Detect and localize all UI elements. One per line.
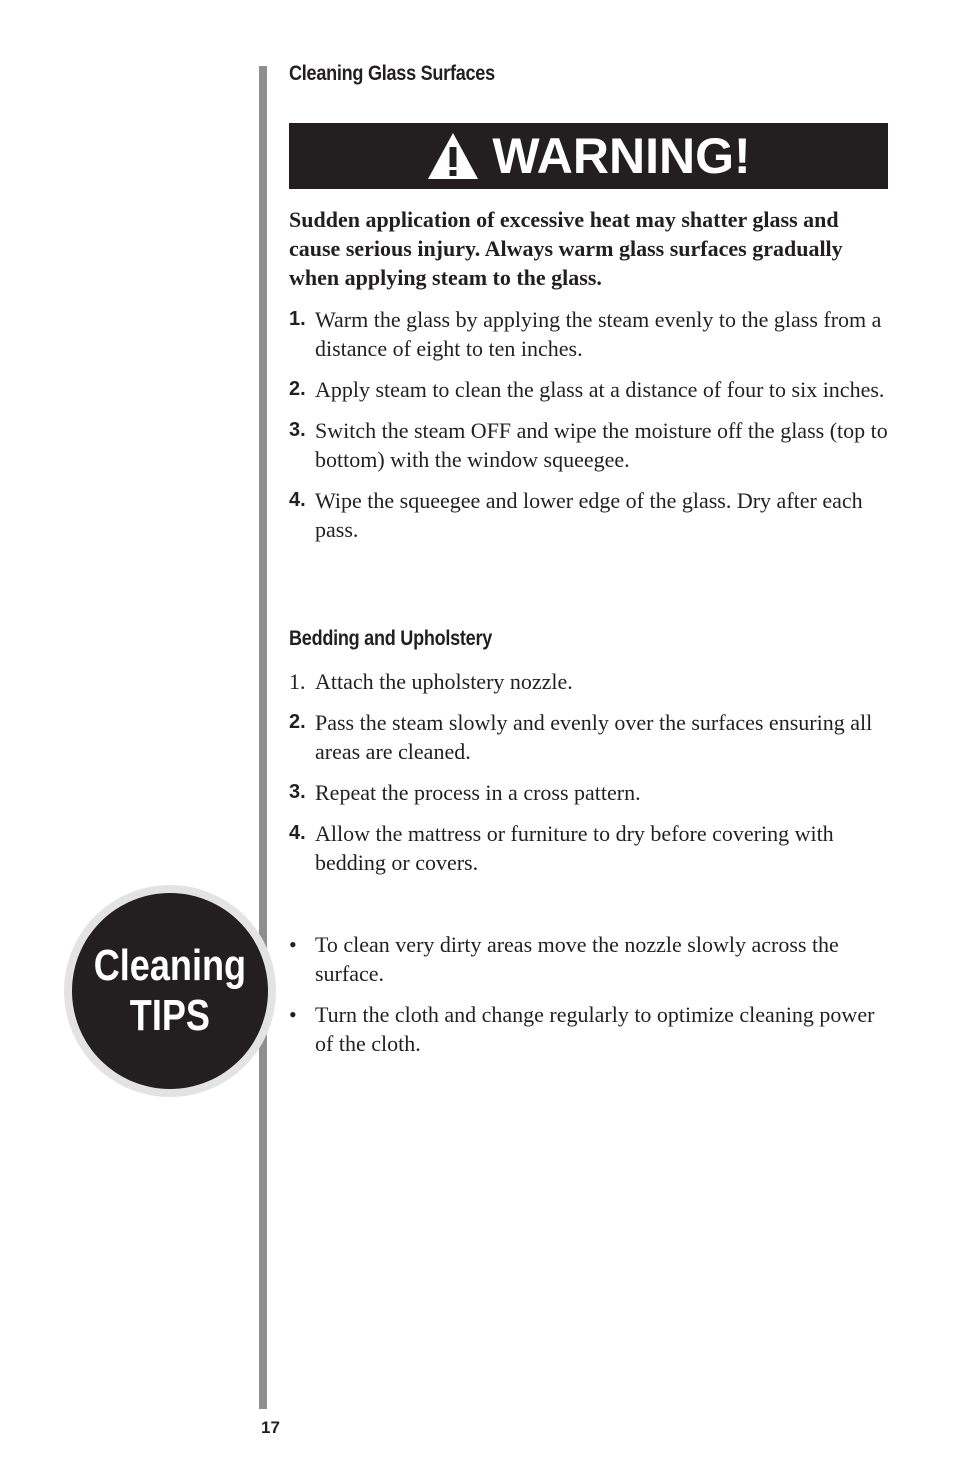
step-text: Repeat the process in a cross pattern.: [315, 780, 641, 805]
step-text: Wipe the squeegee and lower edge of the glass. Dry after each pass.: [315, 488, 863, 542]
step-number: 1.: [289, 308, 306, 330]
step-number: 1.: [289, 669, 306, 694]
badge-line-tips: TIPS: [129, 991, 211, 1040]
bedding-steps-list: [289, 667, 889, 889]
cleaning-tips-badge: [72, 893, 268, 1089]
tip-text: To clean very dirty areas move the nozzle slowly across the surface.: [315, 932, 839, 986]
list-item: [289, 819, 889, 877]
step-text: Allow the mattress or furniture to dry before covering with bedding or covers.: [315, 821, 834, 875]
step-number: 3.: [289, 781, 306, 803]
warning-banner: [289, 123, 888, 189]
step-number: 4.: [289, 489, 306, 511]
tips-list: [289, 930, 889, 1070]
list-item: [289, 667, 889, 696]
section-heading-glass: Cleaning Glass Surfaces: [289, 62, 495, 85]
list-item: [289, 305, 889, 363]
list-item: [289, 778, 889, 807]
step-text: Warm the glass by applying the steam evenly to the glass from a distance of eight to ten inches.: [315, 307, 882, 361]
step-text: Pass the steam slowly and evenly over the surfaces ensuring all areas are cleaned.: [315, 710, 873, 764]
list-item: [289, 375, 889, 404]
glass-steps-list: [289, 305, 889, 556]
bullet-icon: •: [289, 1002, 297, 1027]
step-number: 2.: [289, 711, 306, 733]
step-text: Attach the upholstery nozzle.: [315, 669, 573, 694]
step-text: Apply steam to clean the glass at a distance of four to six inches.: [315, 377, 885, 402]
list-item: [289, 708, 889, 766]
list-item: [289, 416, 889, 474]
margin-rule: [259, 66, 267, 1409]
step-number: 3.: [289, 419, 306, 441]
badge-line-cleaning: Cleaning: [93, 941, 247, 990]
list-item: [289, 486, 889, 544]
bullet-icon: •: [289, 932, 297, 957]
section-heading-bedding: Bedding and Upholstery: [289, 627, 493, 650]
step-number: 2.: [289, 378, 306, 400]
list-item: [289, 930, 889, 988]
page-number: 17: [261, 1418, 280, 1437]
step-text: Switch the steam OFF and wipe the moisture off the glass (top to bottom) with the window squeegee.: [315, 418, 888, 472]
warning-triangle-icon: [426, 131, 480, 181]
warning-message: Sudden application of excessive heat may shatter glass and cause serious injury. Always warm glass surfaces gradually when applying steam to the glass.: [289, 207, 843, 290]
list-item: [289, 1000, 889, 1058]
warning-title: WARNING!: [492, 128, 751, 184]
tip-text: Turn the cloth and change regularly to optimize cleaning power of the cloth.: [315, 1002, 875, 1056]
step-number: 4.: [289, 822, 306, 844]
